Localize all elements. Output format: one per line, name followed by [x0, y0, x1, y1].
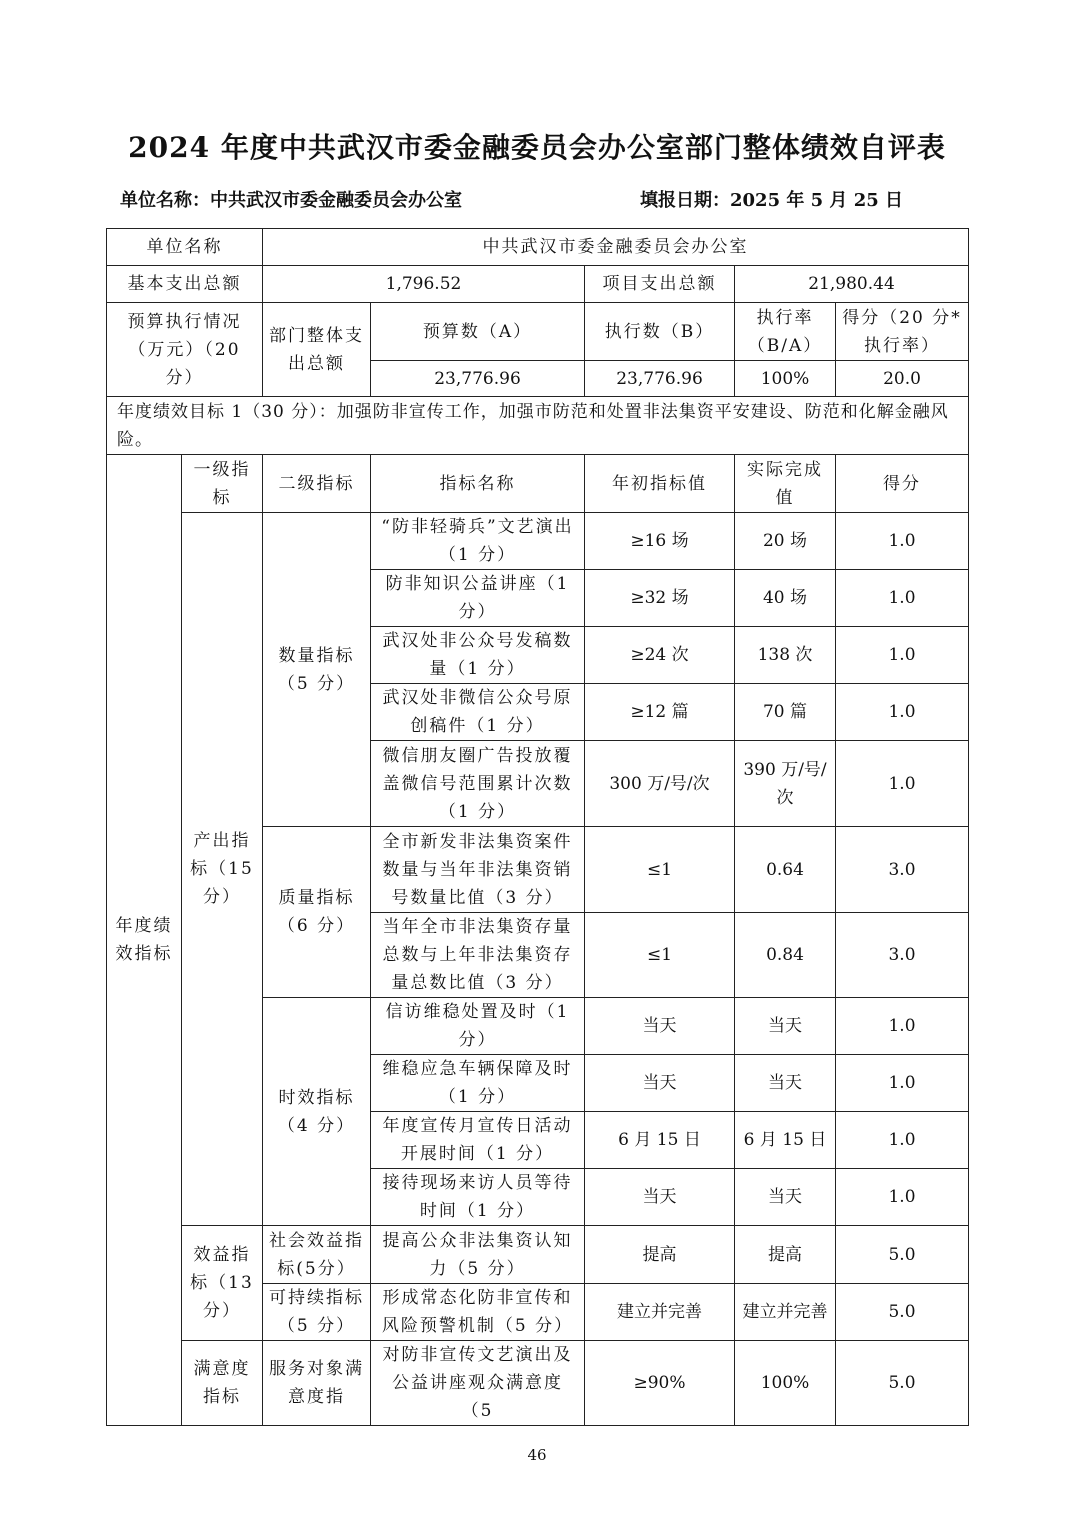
indicator-name: 防非知识公益讲座（1 分）	[371, 570, 585, 627]
indicator-name: 当年全市非法集资存量总数与上年非法集资存量总数比值（3 分）	[371, 913, 585, 998]
project-expense-amount: 21,980.44	[808, 274, 895, 294]
table-row	[107, 1226, 969, 1284]
satisfaction-indicator-group: 满意度指标	[182, 1341, 263, 1426]
target-value: ≤1	[585, 827, 735, 913]
score-value: 1.0	[836, 1112, 969, 1169]
table-row	[107, 1341, 969, 1426]
score-value: 5.0	[836, 1341, 969, 1426]
score-value: 3.0	[836, 913, 969, 998]
score-value: 1.0	[836, 627, 969, 684]
budget-score-value: 20.0	[836, 361, 969, 397]
annual-indicator-label: 年度绩效指标	[107, 455, 182, 1426]
page-title: 2024 年度中共武汉市委金融委员会办公室部门整体绩效自评表	[128, 131, 946, 164]
score-value: 1.0	[836, 998, 969, 1055]
actual-value: 138 次	[735, 627, 836, 684]
indicator-name: 提高公众非法集资认知力（5 分）	[371, 1226, 585, 1284]
target-value: 当天	[585, 998, 735, 1055]
target-value: 300 万/号/次	[585, 741, 735, 827]
indicator-name: 形成常态化防非宣传和风险预警机制（5 分）	[371, 1284, 585, 1341]
project-expense-label: 项目支出总额	[585, 266, 735, 303]
quality-indicator-group: 质量指标（6 分）	[263, 827, 371, 998]
unit-name-label: 单位名称：中共武汉市委金融委员会办公室	[120, 190, 462, 211]
annual-goal: 年度绩效目标 1（30 分）：加强防非宣传工作，加强市防范和处置非法集资平安建设、防范和化解金融风险。	[107, 397, 969, 455]
score-header: 得分	[836, 455, 969, 513]
table-row	[107, 266, 969, 303]
target-value: 当天	[585, 1055, 735, 1112]
target-value: 6 月 15 日	[585, 1112, 735, 1169]
budget-value: 23,776.96	[371, 361, 585, 397]
rate-value: 100%	[735, 361, 836, 397]
quantity-indicator-group: 数量指标（5 分）	[263, 513, 371, 827]
actual-value: 建立并完善	[735, 1284, 836, 1341]
budget-header: 预算数（A）	[371, 303, 585, 361]
fill-date-label: 填报日期：2025 年 5 月 25 日	[640, 190, 904, 211]
target-value: 提高	[585, 1226, 735, 1284]
score-value: 3.0	[836, 827, 969, 913]
unit-label-cell: 单位名称	[107, 229, 263, 266]
actual-value: 390 万/号/次	[735, 741, 836, 827]
indicator-name-header: 指标名称	[371, 455, 585, 513]
score-value: 1.0	[836, 513, 969, 570]
indicator-name: 信访维稳处置及时（1 分）	[371, 998, 585, 1055]
benefit-indicator-group: 效益指标（13 分）	[182, 1226, 263, 1341]
actual-value: 当天	[735, 998, 836, 1055]
actual-value: 0.84	[735, 913, 836, 998]
table-row	[107, 455, 969, 513]
service-satisfaction-group: 服务对象满意度指	[263, 1341, 371, 1426]
page-number: 46	[527, 1446, 547, 1464]
table-row	[107, 513, 969, 570]
table-row	[107, 303, 969, 361]
indicator-name: 年度宣传月宣传日活动开展时间（1 分）	[371, 1112, 585, 1169]
score-value: 1.0	[836, 1055, 969, 1112]
output-indicator-group: 产出指标（15 分）	[182, 513, 263, 1226]
target-value: 当天	[585, 1169, 735, 1226]
score-value: 1.0	[836, 684, 969, 741]
actual-value: 40 场	[735, 570, 836, 627]
score-value: 1.0	[836, 741, 969, 827]
score-value: 1.0	[836, 570, 969, 627]
sustainability-group: 可持续指标（5 分）	[263, 1284, 371, 1341]
indicator-name: 全市新发非法集资案件数量与当年非法集资销号数量比值（3 分）	[371, 827, 585, 913]
level2-header: 二级指标	[263, 455, 371, 513]
performance-table	[106, 228, 969, 1426]
basic-expense-value: 1,796.52	[263, 266, 585, 303]
target-value: ≤1	[585, 913, 735, 998]
social-benefit-group: 社会效益指标(5分）	[263, 1226, 371, 1284]
indicator-name: 接待现场来访人员等待时间（1 分）	[371, 1169, 585, 1226]
level1-header: 一级指标	[182, 455, 263, 513]
budget-score-header: 得分（20 分*执行率）	[836, 303, 969, 361]
target-value: ≥90%	[585, 1341, 735, 1426]
indicator-name: 微信朋友圈广告投放覆盖微信号范围累计次数（1 分）	[371, 741, 585, 827]
unit-value-cell: 中共武汉市委金融委员会办公室	[263, 229, 969, 266]
rate-header: 执行率（B/A）	[735, 303, 836, 361]
budget-exec-label: 预算执行情况（万元）（20 分）	[107, 303, 263, 397]
actual-value: 0.64	[735, 827, 836, 913]
dept-total-label: 部门整体支出总额	[263, 303, 371, 397]
target-value: ≥16 场	[585, 513, 735, 570]
target-value: ≥24 次	[585, 627, 735, 684]
table-row	[107, 229, 969, 266]
actual-value: 100%	[735, 1341, 836, 1426]
indicator-name: 武汉处非微信公众号原创稿件（1 分）	[371, 684, 585, 741]
target-value: ≥32 场	[585, 570, 735, 627]
actual-value: 20 场	[735, 513, 836, 570]
exec-value: 23,776.96	[585, 361, 735, 397]
exec-header: 执行数（B）	[585, 303, 735, 361]
target-header: 年初指标值	[585, 455, 735, 513]
actual-header: 实际完成值	[735, 455, 836, 513]
indicator-name: “防非轻骑兵”文艺演出（1 分）	[371, 513, 585, 570]
actual-value: 6 月 15 日	[735, 1112, 836, 1169]
target-value: ≥12 篇	[585, 684, 735, 741]
score-value: 5.0	[836, 1226, 969, 1284]
indicator-name: 对防非宣传文艺演出及公益讲座观众满意度（5	[371, 1341, 585, 1426]
target-value: 建立并完善	[585, 1284, 735, 1341]
project-expense-value	[735, 266, 969, 303]
actual-value: 70 篇	[735, 684, 836, 741]
score-value: 5.0	[836, 1284, 969, 1341]
actual-value: 提高	[735, 1226, 836, 1284]
score-value: 1.0	[836, 1169, 969, 1226]
timeliness-indicator-group: 时效指标（4 分）	[263, 998, 371, 1226]
indicator-name: 武汉处非公众号发稿数量（1 分）	[371, 627, 585, 684]
table-row	[107, 397, 969, 455]
basic-expense-label: 基本支出总额	[107, 266, 263, 303]
actual-value: 当天	[735, 1169, 836, 1226]
indicator-name: 维稳应急车辆保障及时（1 分）	[371, 1055, 585, 1112]
actual-value: 当天	[735, 1055, 836, 1112]
